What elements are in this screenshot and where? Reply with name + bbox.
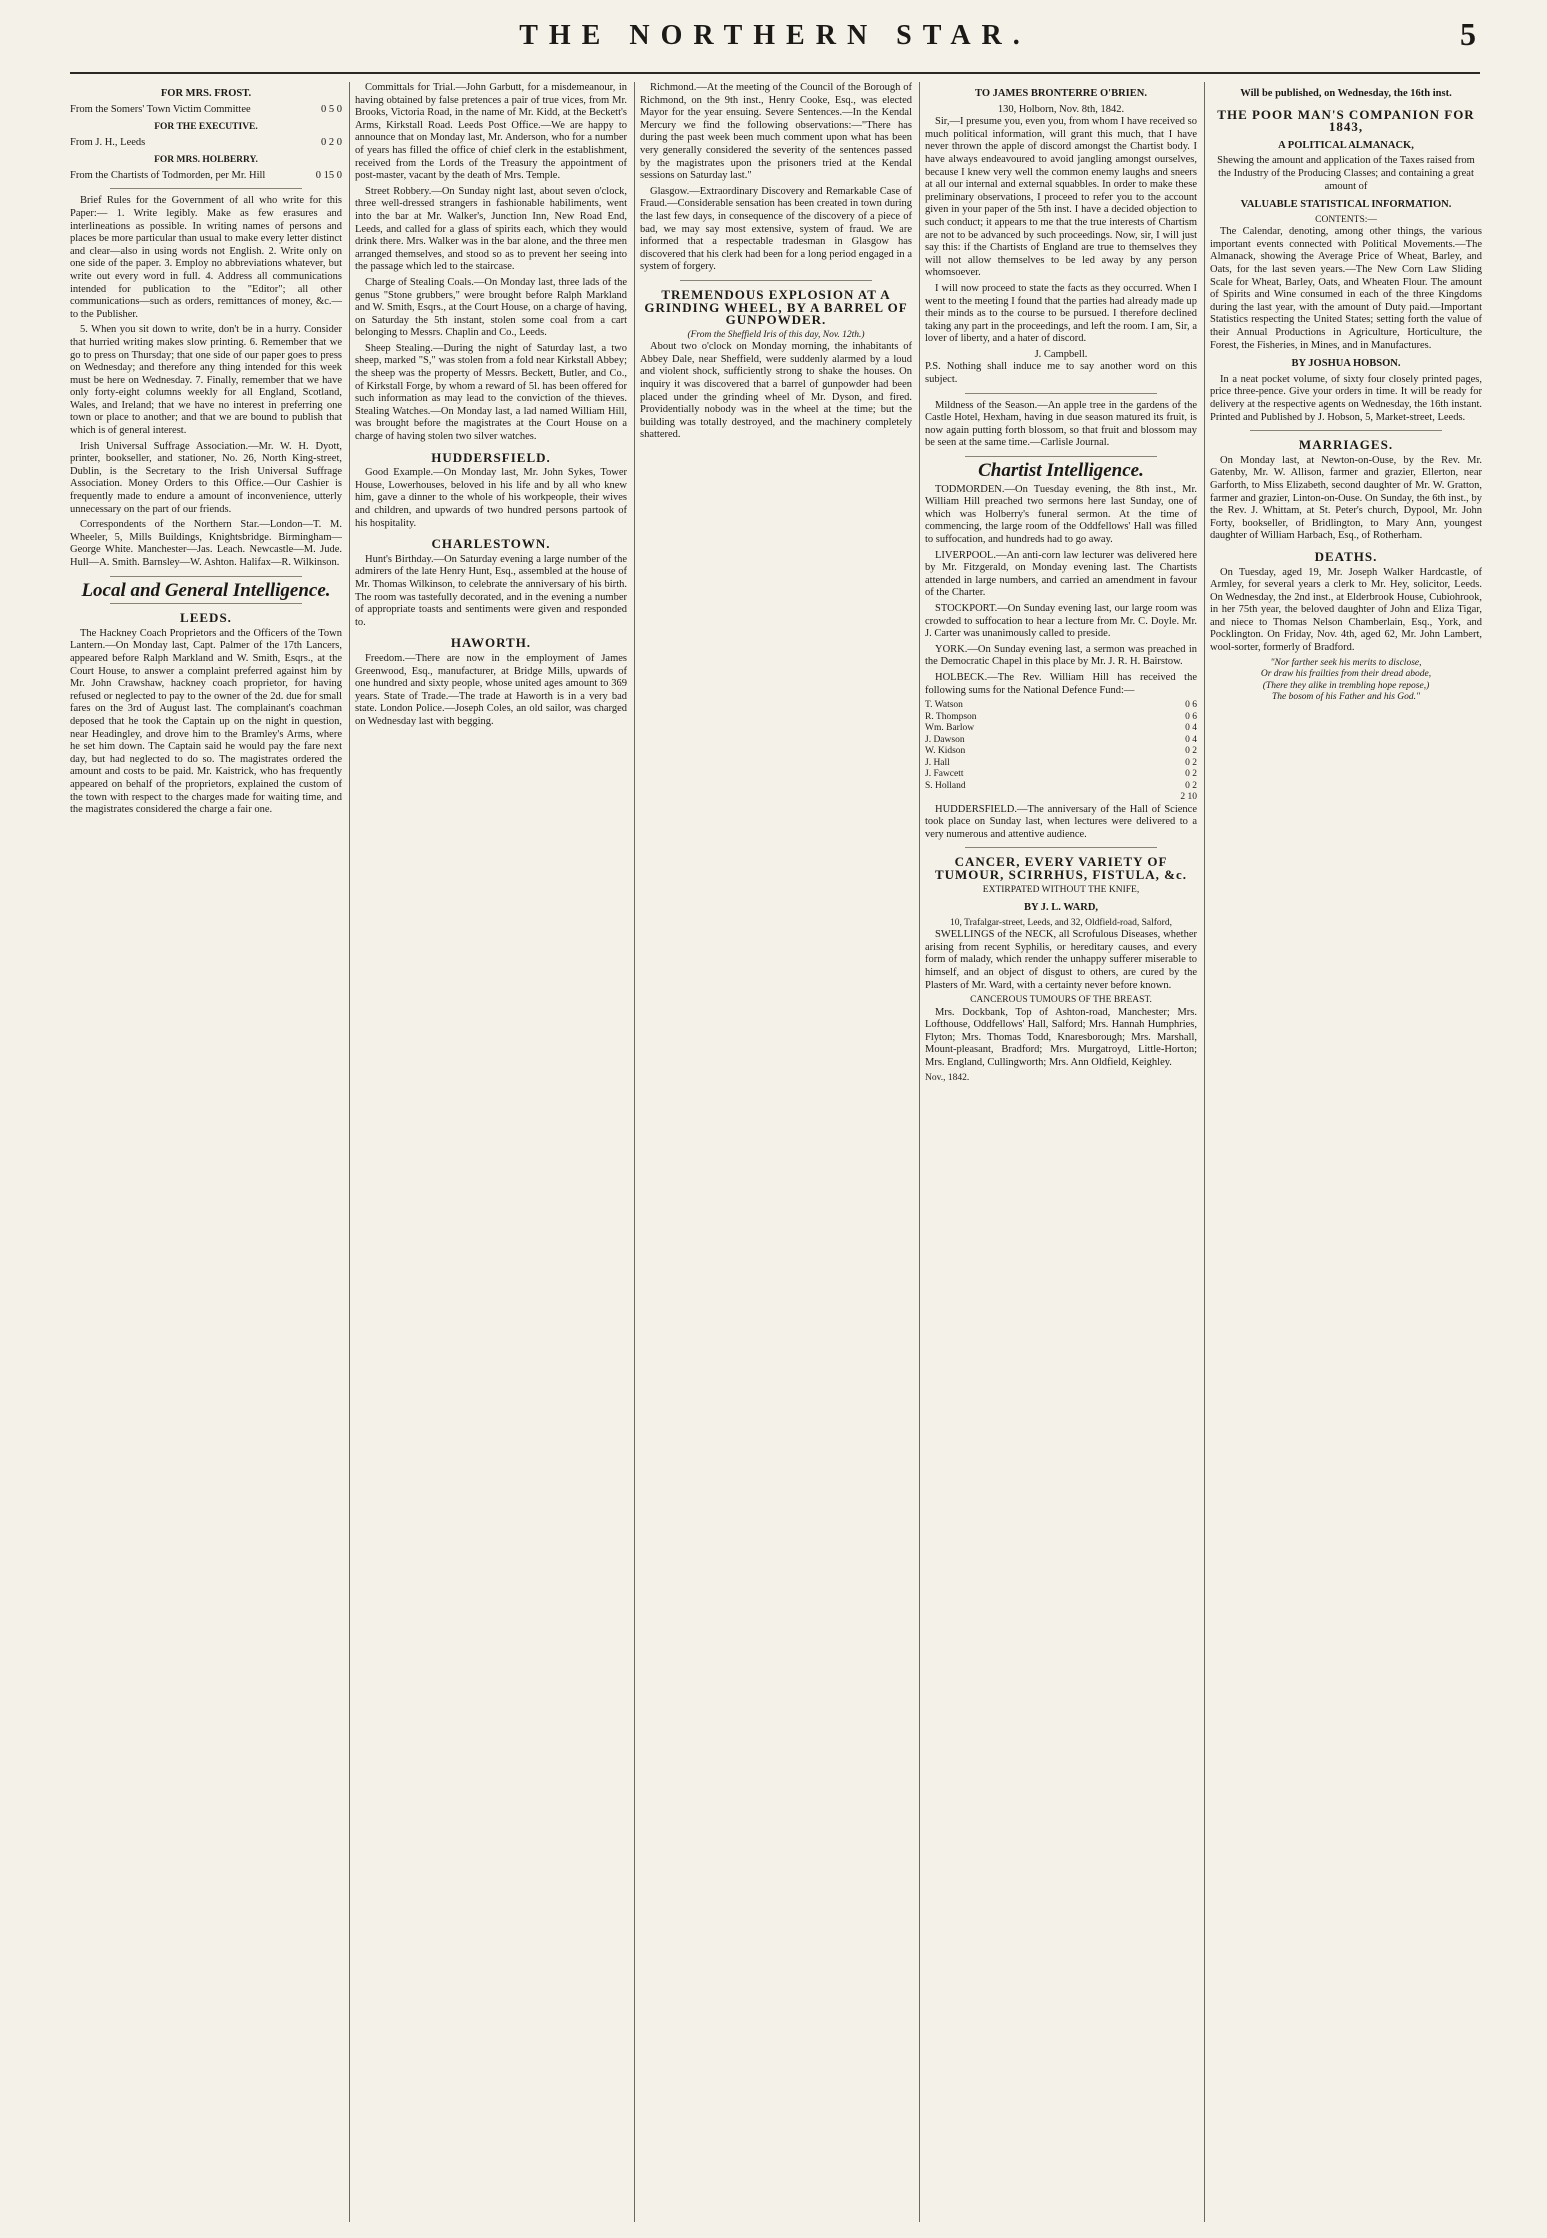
article-paragraph: Freedom.—There are now in the employment of James Greenwood, Esq., manufacturer, at Bridge Mills, upwards of one hundred and sixty people, whose united ages amount to 369 years. State of Trade.—The trade at Haworth is in a very bad state. London Police.—Joseph Coles, an old sailor, was charged on Wednesday last with begging. (355, 652, 627, 727)
correspondents-paragraph: Correspondents of the Northern Star.—London—T. M. Wheeler, 5, Mills Buildings, Knightsbridge. Birmingham—George White. Manchester—Jas. Leach. Newcastle—M. Jude. Hull—A. Smith. Barnsley—W. Ashton. Halifax—R. Wilkinson. (70, 519, 342, 568)
article-paragraph: About two o'clock on Monday morning, the inhabitants of Abbey Dale, near Sheffield, were suddenly alarmed by a loud and violent shock, sufficiently strong to shake the houses. On inquiry it was discovered that a barrel of gunpowder had been placed under the grinding wheel of Mr. Dyson, and fired. Providentially nobody was in the wheel at the time; but the building was totally destroyed, and the machinery completely shattered. (640, 341, 912, 441)
article-paragraph: The Hackney Coach Proprietors and the Officers of the Town Lantern.—On Monday last, Capt. Palmer of the 17th Lancers, appeared before Ralph Markland and W. Smith, Esqrs., at the Court House, to answer a complaint preferred against him by Mr. John Crawshaw, hackney coach proprietor, for having refused or neglected to pay to the owner of the 2d. due for small fares on the 3rd of August last. The complainant's coachman deposed that he took the Captain up on the night in question, near Headingley, and drove him to the Bramley's Arms, where he set him down. The Captain said he would pay the fare next day, but had neglected to do so. The magistrates ordered the amount and costs to be paid. Mr. Kaistrick, who has frequently appeared on behalf of the proprietors, explained the custom of the town with respect to the charges made for waiting time, and the magistrates considered the charge a fair one. (70, 627, 342, 816)
article-paragraph: Committals for Trial.—John Garbutt, for a misdemeanour, in having obtained by false pretences a pair of true vices, from Mr. Brooks, Victoria Road, in the name of Mr. Kidd, at the Beckett's Arms, Kirkstall Road. Leeds Post Office.—We are happy to announce that on Monday last, Mr. Anderson, who for a number of years has filled the office of chief clerk in the establishment, received from the Lords of the Treasury the appointment of post-master, vacant by the death of Mrs. Temple. (355, 82, 627, 182)
column-2 (355, 82, 627, 2222)
article-paragraph: Charge of Stealing Coals.—On Monday last, three lads of the genus "Stone grubbers," were brought before Ralph Markland and W. Smith, Esqrs., at the Court House, on a charge of having, on Saturday the 5th instant, stolen some coal from a cart belonging to Messrs. Chaplin and Co., Leeds. (355, 276, 627, 339)
subscription-row: From the Chartists of Todmorden, per Mr. Hill 0 15 0 (70, 169, 342, 181)
price-paragraph: In a neat pocket volume, of sixty four closely printed pages, price three-pence. Give your orders in time. It will be ready for delivery at the respective agents on Wednesday, the 16th instant. Printed and Published by J. Hobson, 5, Market-street, Leeds. (1210, 373, 1482, 423)
poem-line: The bosom of his Father and his God." (1271, 692, 1421, 703)
poem-line: (There they alike in trembling hope repose,) (1262, 680, 1430, 691)
subscription-row: From the Somers' Town Victim Committee 0 5 0 (70, 103, 342, 115)
article-paragraph: Richmond.—At the meeting of the Council of the Borough of Richmond, on the 9th inst., Henry Cooke, Esq., was elected Mayor for the year ensuing. Severe Sentences.—In the Kendal Mercury we find the following observations:—"There has during the past week been much comment upon what has been very generally considered the severity of the sentences passed by the magistrates upon the prisoners tried at the Kendal sessions on Saturday last." (640, 82, 912, 182)
almanack-author: BY JOSHUA HOBSON. (1291, 358, 1401, 370)
divider (1250, 430, 1442, 431)
article-paragraph: Sheep Stealing.—During the night of Saturday last, a two sheep, marked "S," was stolen from a fold near Kirkstall Abbey; the sheep was the property of Messrs. Beckett, Butler, and Co., of Kirkstall Forge, by whom a reward of 5l. has been offered for such information as may lead to the conviction of the thieves. Stealing Watches.—On Monday last, a lad named William Hill, was brought before the magistrates at the Court House on a charge of having stolen two silver watches. (355, 342, 627, 443)
rules-paragraph: Brief Rules for the Government of all who write for this Paper:— 1. Write legibly. Make as few erasures and interlineations as possible. In writing names of persons and places be more particular than usual to make every letter distinct and clear—also in using words not English. 2. Write only on one side of the paper. 3. Employ no abbreviations whatever, but write out every word in full. 4. Address all communications intended for publication to the "Editor"; all other communications—such as orders, remittances of money, &c.—to the Publisher. (70, 195, 342, 320)
poem-line: "Nor farther seek his merits to disclose, (1270, 657, 1422, 668)
column-3 (640, 82, 912, 2222)
article-paragraph: Hunt's Birthday.—On Saturday evening a large number of the admirers of the late Henry Hunt, Esq., assembled at the house of Mr. Thomas Wilkinson, to celebrate the anniversary of his birth. The room was tastefully decorated, and in the evening a number of appropriate toasts and sentiments were given and responded to. (355, 553, 627, 628)
contents-label: CONTENTS:— (1315, 214, 1377, 225)
town-heading: HUDDERSFIELD. (431, 449, 551, 465)
defence-fund-row (925, 712, 1197, 724)
letter-signature: J. Campbell. (1034, 348, 1088, 360)
column-4 (925, 82, 1197, 2222)
chartist-paragraph: LIVERPOOL.—An anti-corn law lecturer was delivered here by Mr. Fitzgerald, on Monday evening last. The Chartists attended in large numbers, and carried an amendment in favour of the Charter. (925, 549, 1197, 599)
marriages-paragraph: On Monday last, at Newton-on-Ouse, by the Rev. Mr. Gatenby, Mr. W. Allison, farmer and grazier, Ellerton, near Garforth, to Miss Elizabeth, second daughter of Mr. W. Gratton, farmer and grazier, Linton-on-Ouse. On Sunday, the 6th inst., by the Rev. J. Whittam, at St. Peter's church, Dypool, Mr. John Forty, bookseller, of Bridlington, to Mary Ann, youngest daughter of William Harbach, Esq., of Rotherham. (1210, 454, 1482, 542)
defence-fund-total (925, 792, 1197, 804)
column-5 (1210, 82, 1482, 2222)
article-paragraph: Street Robbery.—On Sunday night last, about seven o'clock, three well-dressed strangers in fashionable habiliments, went into the bar at Mr. Walker's, Junction Inn, New Road End, Leeds, and called for a glass of spirits each, which they would drink there. Mrs. Walker was in the bar alone, and the three men arranged themselves, and stood so as to prevent her seeing into the passage which led to the staircase. (355, 185, 627, 273)
letter-address: 130, Holborn, Nov. 8th, 1842. (997, 103, 1125, 115)
divider (965, 393, 1157, 394)
contributor-name: J. Hall (925, 757, 950, 768)
letter-postscript: P.S. Nothing shall induce me to say another word on this subject. (925, 361, 1197, 386)
town-heading: LEEDS. (180, 610, 232, 626)
subscription-heading: FOR MRS. FROST. (160, 88, 252, 99)
contributor-name: Wm. Barlow (925, 723, 975, 734)
chartist-paragraph: YORK.—On Sunday evening last, a sermon was preached in the Democratic Chapel in this place by Mr. J. R. H. Bairstow. (925, 643, 1197, 668)
contribution-amount: 0 2 (1185, 780, 1197, 791)
advert-headline: CANCER, EVERY VARIETY OF TUMOUR, SCIRRHUS, FISTULA, &c. (934, 854, 1188, 882)
advert-byline: BY J. L. WARD, (1023, 902, 1099, 914)
contributor-name: J. Fawcett (925, 769, 964, 780)
divider (680, 280, 872, 281)
column-1 (70, 82, 342, 2222)
almanack-title: THE POOR MAN'S COMPANION FOR 1843, (1217, 106, 1475, 135)
defence-fund-row (925, 769, 1197, 781)
letter-paragraph: Sir,—I presume you, even you, from whom I have received so much political information, will grant this much, that I have never thrown the apple of discord amongst the Chartist body. I have always endeavoured to avoid jangling amongst ourselves, because I knew very well the common enemy laughs and sneers at all our internal and external squabbles. In order to make these preliminary observations, I proceed to refer you to the account given in your paper of the 5th inst. I have a decided objection to such conduct; it appears to me that the true interests of Chartism are not to be advanced by such proceedings. Now, sir, I will just say this: if the Chartists of England are true to themselves they will not allow themselves to be led away by any person whomsoever. (925, 116, 1197, 279)
defence-fund-row (925, 723, 1197, 735)
column-rule (349, 82, 350, 2222)
defence-fund-row (925, 700, 1197, 712)
deaths-paragraph: On Tuesday, aged 19, Mr. Joseph Walker Hardcastle, of Armley, for several years a clerk to Mr. Hey, solicitor, Leeds. On Wednesday, the 2nd inst., at Elderbrook House, Cubiohrook, in her 75th year, the beloved daughter of John and Eliza Tigar, and niece to Thomas Nelson Chamberlain, Esq., York, and Pocklington. On Friday, Nov. 4th, aged 62, Mr. John Lambert, wool-sorter, formerly of Bradford. (1210, 566, 1482, 654)
defence-fund-row (925, 746, 1197, 758)
advert-paragraph: SWELLINGS of the NECK, all Scrofulous Diseases, whether arising from recent Syphilis, or hereditary causes, and every form of malady, which render the unhappy sufferer miserable to himself, and an object of disgust to others, are cured by the Plasters of Mr. Ward, with a certainty never before known. (925, 929, 1197, 991)
contributor-name: R. Thompson (925, 711, 977, 722)
chartist-paragraph: HOLBECK.—The Rev. William Hill has received the following sums for the National Defence Fund:— (925, 671, 1197, 696)
section-heading: Local and General Intelligence. (81, 579, 331, 601)
defence-fund-row (925, 758, 1197, 770)
deaths-heading: DEATHS. (1314, 548, 1378, 564)
letter-heading: TO JAMES BRONTERRE O'BRIEN. (975, 88, 1147, 99)
article-source: (From the Sheffield Iris of this day, Nov. 12th.) (687, 329, 865, 340)
divider (965, 456, 1157, 457)
column-rule (919, 82, 920, 2222)
chartist-paragraph: STOCKPORT.—On Sunday evening last, our large room was crowded to suffocation to hear a lecture from Mr. C. Doyle. Mr. J. Carter was unanimously called to preside. (925, 602, 1197, 640)
announcement: Will be published, on Wednesday, the 16th inst. (1240, 88, 1452, 99)
marriages-heading: MARRIAGES. (1298, 437, 1394, 453)
chartist-paragraph: TODMORDEN.—On Tuesday evening, the 8th inst., Mr. William Hill preached two sermons here last Sunday, one of which was Holberry's funeral sermon. At the time of commencing, the large room of the Oddfellows' Hall was filled to suffocation, and hundreds had to go away. (925, 483, 1197, 545)
contribution-amount: 0 6 (1185, 700, 1197, 711)
subscription-subheading: FOR THE EXECUTIVE. (154, 122, 258, 133)
contents-paragraph: The Calendar, denoting, among other things, the various important events connected with Political Movements.—The Almanack, showing the Average Price of Wheat, Barley, and Oats, for the last seven years.—The New Corn Law Sliding Scale for Wheat, Barley, Oats, and Wheaten Flour. The amount of Spirits and Wine consumed in each of the three Kingdoms during the last year, with the amount of Duty paid.—Important Statistics respecting the United States; setting forth the value of their Annual Productions in Agriculture, Horticulture, the Forest, the Fisheries, in Mines, and in Manufactures. (1210, 226, 1482, 351)
cures-heading: CANCEROUS TUMOURS OF THE BREAST. (970, 995, 1152, 1006)
contribution-amount: 0 6 (1185, 711, 1197, 722)
article-paragraph: Good Example.—On Monday last, Mr. John Sykes, Tower House, Lowerhouses, beloved in his life and by all who knew him, gave a dinner to the whole of his workpeople, their wives and children, and upwards of two hundred persons partook of his hospitality. (355, 467, 627, 529)
contributor-name: S. Holland (925, 780, 966, 791)
defence-fund-row (925, 781, 1197, 793)
cures-paragraph: Mrs. Dockbank, Top of Ashton-road, Manchester; Mrs. Lofthouse, Oddfellows' Hall, Salford; Mrs. Hannah Humphries, Flyton; Mrs. Thomas Todd, Knaresborough; Mrs. Marshall, Mount-pleasant, Bradford; Mrs. Murgatroyd, Little-Horton; Mrs. England, Cullingworth; Mrs. Ann Oldfield, Keighley. (925, 1006, 1197, 1069)
almanack-description: Shewing the amount and application of the Taxes raised from the Industry of the Producing Classes; and containing a great amount of (1217, 155, 1475, 192)
town-heading: HAWORTH. (450, 635, 532, 651)
article-headline: TREMENDOUS EXPLOSION AT A GRINDING WHEEL, BY A BARREL OF GUNPOWDER. (644, 286, 908, 328)
contributor-name: W. Kidson (925, 746, 966, 757)
article-paragraph: Mildness of the Season.—An apple tree in the gardens of the Castle Hotel, Hexham, having in due season matured its fruit, is now again putting forth blossom, so that fruit and blossom may be seen at the same time.—Carlisle Journal. (925, 399, 1197, 449)
contribution-amount: 0 4 (1185, 734, 1197, 745)
divider (965, 847, 1157, 848)
divider (110, 603, 302, 604)
subscription-subheading: FOR MRS. HOLBERRY. (154, 155, 258, 166)
advert-address: 10, Trafalgar-street, Leeds, and 32, Oldfield-road, Salford, (950, 917, 1172, 928)
defence-fund-row (925, 735, 1197, 747)
page-number: 5 (1460, 16, 1476, 52)
contribution-amount: 0 2 (1185, 769, 1197, 780)
contributor-name: J. Dawson (925, 734, 965, 745)
letter-paragraph: I will now proceed to state the facts as they occurred. When I went to the meeting I found that the parties had already made up their minds as to the course to be pursued. I therefore declined taking any part in the proceedings, and left the room. I am, Sir, a lover of liberty, and a hater of discord. (925, 282, 1197, 345)
chartist-paragraph: HUDDERSFIELD.—The anniversary of the Hall of Science took place on Sunday last, when lectures were delivered to a very numerous and attentive audience. (925, 803, 1197, 840)
almanack-subtitle: A POLITICAL ALMANACK, (1278, 139, 1414, 151)
column-rule (1204, 82, 1205, 2222)
article-paragraph: Glasgow.—Extraordinary Discovery and Remarkable Case of Fraud.—Considerable sensation has been created in town during the last few days, in consequence of the discovery of a piece of bad, we may say most extensive, system of fraud. We are informed that a respectable tradesman in Glasgow has discovered that his clerk had been for a long period engaged in a system of forgery. (640, 185, 912, 273)
total-amount: 2 10 (1180, 792, 1197, 803)
contributor-name: T. Watson (925, 700, 963, 711)
notices-paragraph: Irish Universal Suffrage Association.—Mr. W. H. Dyott, printer, bookseller, and stationer, No. 26, North King-street, Dublin, is the Secretary to the Irish Universal Suffrage Association. Money Orders to this Office.—Our Cashier is frequently made to endure a amount of inconvenience, utterly unnecessary on the part of our friends. (70, 440, 342, 515)
column-rule (634, 82, 635, 2222)
contribution-amount: 0 2 (1185, 746, 1197, 757)
subscription-row: From J. H., Leeds 0 2 0 (70, 136, 342, 148)
masthead (70, 14, 1480, 74)
town-heading: CHARLESTOWN. (431, 536, 551, 552)
contribution-amount: 0 2 (1185, 757, 1197, 768)
poem-line: Or draw his frailties from their dread abode, (1260, 669, 1432, 680)
advert-subline: EXTIRPATED WITHOUT THE KNIFE, (982, 884, 1140, 895)
contribution-amount: 0 4 (1185, 723, 1197, 734)
almanack-subtitle-2: VALUABLE STATISTICAL INFORMATION. (1240, 199, 1452, 211)
section-heading: Chartist Intelligence. (978, 460, 1144, 482)
newspaper-title: THE NORTHERN STAR. (519, 20, 1031, 51)
advert-date: Nov., 1842. (925, 1072, 970, 1083)
divider (110, 188, 302, 189)
rules-paragraph: 5. When you sit down to write, don't be in a hurry. Consider that hurried writing makes slow printing. 6. Remember that we go to press on Thursday; that one side of our paper goes to press on Wednesday; and therefore any thing intended for this week must be here on Wednesday. 7. Finally, remember that we have only forty-eight columns weekly for all England, Scotland, Wales, and Ireland; that we have no interest in preferring one town or place to another; and that we are bound to publish that which is of general interest. (70, 324, 342, 437)
divider (110, 576, 302, 577)
